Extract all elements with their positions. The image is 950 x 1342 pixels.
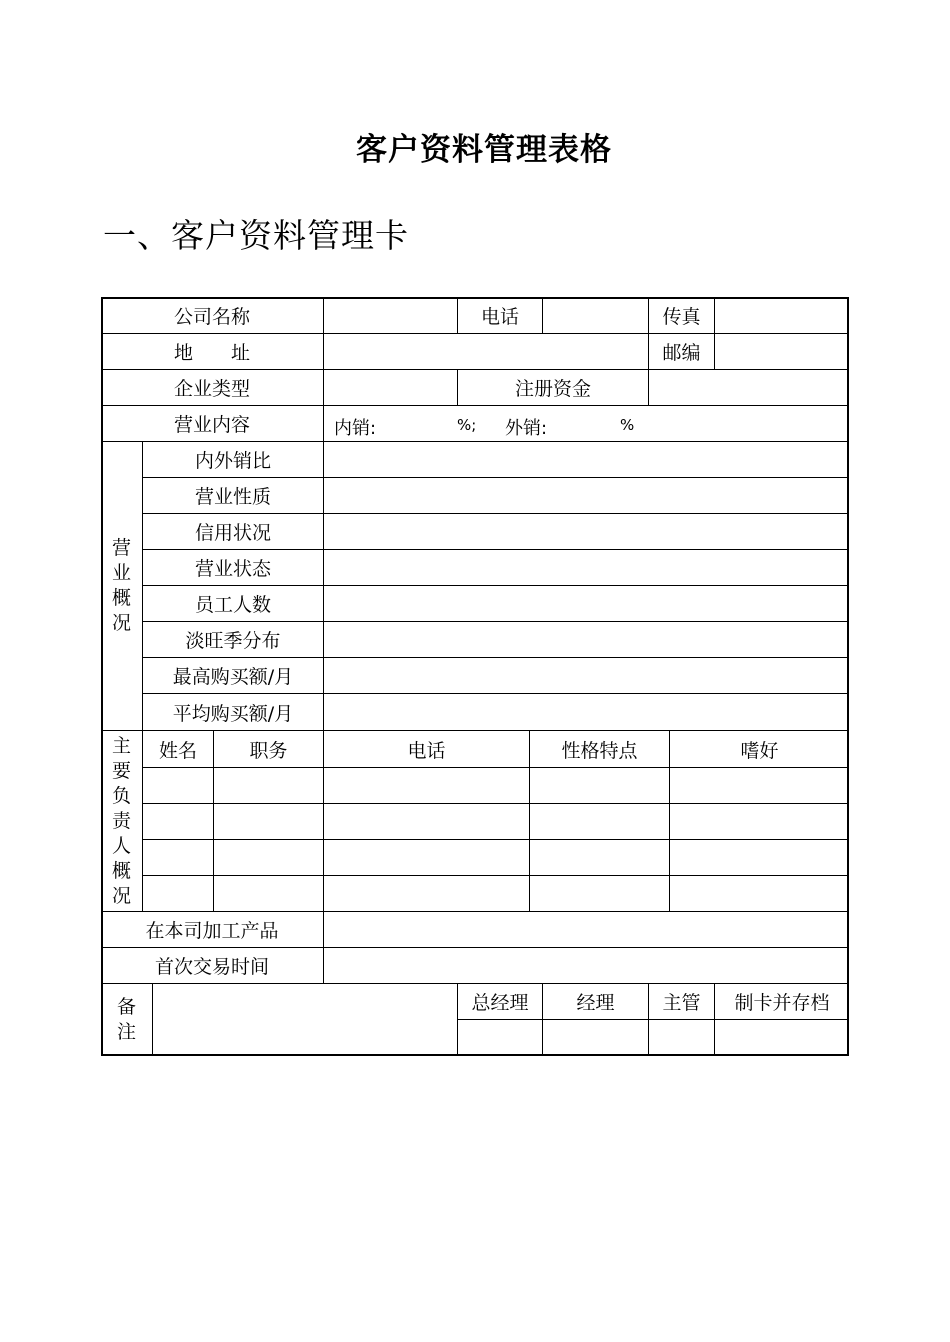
business-overview-char: 营 [111,537,131,559]
principals-char: 主 [111,734,131,757]
signoff-supervisor-label: 主管 [649,984,715,1020]
principals-overview-label [101,731,143,912]
business-item-label: 淡旺季分布 [143,622,324,658]
business-item-label: 平均购买额/月 [143,694,324,731]
fax-field[interactable] [715,297,849,334]
principal-personality-field[interactable] [530,876,670,912]
principal-position-field[interactable] [214,804,324,840]
postcode-label: 邮编 [649,334,715,370]
business-item-label: 最高购买额/月 [143,658,324,694]
principals-char: 要 [111,759,131,782]
processed-products-label: 在本司加工产品 [101,912,324,948]
business-item-label: 内外销比 [143,442,324,478]
principal-name-field[interactable] [143,876,214,912]
business-content-label: 营业内容 [101,406,324,442]
signoff-supervisor-field[interactable] [649,1020,715,1056]
fax-label: 传真 [649,297,715,334]
section-title: 一、客户资料管理卡 [103,216,409,255]
business-overview-char: 况 [111,612,131,634]
company-name-field[interactable] [324,297,458,334]
principals-char: 概 [111,859,131,882]
remarks-char: 备 [116,996,136,1018]
enterprise-type-field[interactable] [324,370,458,406]
business-item-label: 营业状态 [143,550,324,586]
first-trade-time-field[interactable] [324,948,849,984]
export-sales-label: 外销: [505,418,548,439]
principal-name-field[interactable] [143,840,214,876]
business-item-field[interactable] [324,514,849,550]
sales-ratio-line [334,414,635,440]
principal-personality-field[interactable] [530,768,670,804]
business-content-field[interactable] [324,406,849,442]
registered-capital-field[interactable] [649,370,849,406]
remarks-char: 注 [116,1021,136,1043]
company-name-label: 公司名称 [101,297,324,334]
principal-header-phone: 电话 [324,731,530,768]
business-item-label: 营业性质 [143,478,324,514]
principal-phone-field[interactable] [324,876,530,912]
principal-phone-field[interactable] [324,768,530,804]
address-label [101,334,324,370]
document-title: 客户资料管理表格 [356,132,612,168]
enterprise-type-label: 企业类型 [101,370,324,406]
domestic-sales-label: 内销: [334,418,377,439]
business-overview-label [101,442,143,731]
business-item-field[interactable] [324,586,849,622]
business-item-label: 信用状况 [143,514,324,550]
first-trade-time-label: 首次交易时间 [101,948,324,984]
signoff-manager-label: 经理 [543,984,649,1020]
registered-capital-label: 注册资金 [458,370,649,406]
principal-header-hobby: 嗜好 [670,731,849,768]
address-label-char-2: 址 [231,342,251,364]
signoff-manager-field[interactable] [543,1020,649,1056]
principal-name-field[interactable] [143,768,214,804]
phone-label: 电话 [458,297,543,334]
business-item-field[interactable] [324,658,849,694]
principal-header-personality: 性格特点 [530,731,670,768]
remarks-label [101,984,153,1056]
remarks-field[interactable] [153,984,458,1056]
business-overview-char: 概 [111,587,131,609]
signoff-archive-label: 制卡并存档 [715,984,849,1020]
principal-name-field[interactable] [143,804,214,840]
business-item-field[interactable] [324,622,849,658]
business-item-label: 员工人数 [143,586,324,622]
principal-phone-field[interactable] [324,840,530,876]
principal-personality-field[interactable] [530,840,670,876]
signoff-archive-field[interactable] [715,1020,849,1056]
principal-hobby-field[interactable] [670,804,849,840]
principal-hobby-field[interactable] [670,768,849,804]
domestic-percent: %; [457,416,477,434]
phone-field[interactable] [543,297,649,334]
principal-personality-field[interactable] [530,804,670,840]
business-item-field[interactable] [324,694,849,731]
postcode-field[interactable] [715,334,849,370]
principals-char: 责 [111,809,131,832]
business-overview-char: 业 [111,562,131,584]
principal-hobby-field[interactable] [670,876,849,912]
principal-position-field[interactable] [214,840,324,876]
address-label-char-1: 地 [173,342,193,364]
principal-position-field[interactable] [214,876,324,912]
processed-products-field[interactable] [324,912,849,948]
principals-char: 况 [111,884,131,907]
principal-hobby-field[interactable] [670,840,849,876]
signoff-general-manager-label: 总经理 [458,984,543,1020]
business-item-field[interactable] [324,550,849,586]
address-field[interactable] [324,334,649,370]
principals-char: 人 [111,834,131,857]
principal-position-field[interactable] [214,768,324,804]
business-item-field[interactable] [324,442,849,478]
export-percent: % [620,416,635,434]
business-item-field[interactable] [324,478,849,514]
principals-char: 负 [111,784,131,807]
principal-header-position: 职务 [214,731,324,768]
principal-header-name: 姓名 [143,731,214,768]
principal-phone-field[interactable] [324,804,530,840]
signoff-general-manager-field[interactable] [458,1020,543,1056]
